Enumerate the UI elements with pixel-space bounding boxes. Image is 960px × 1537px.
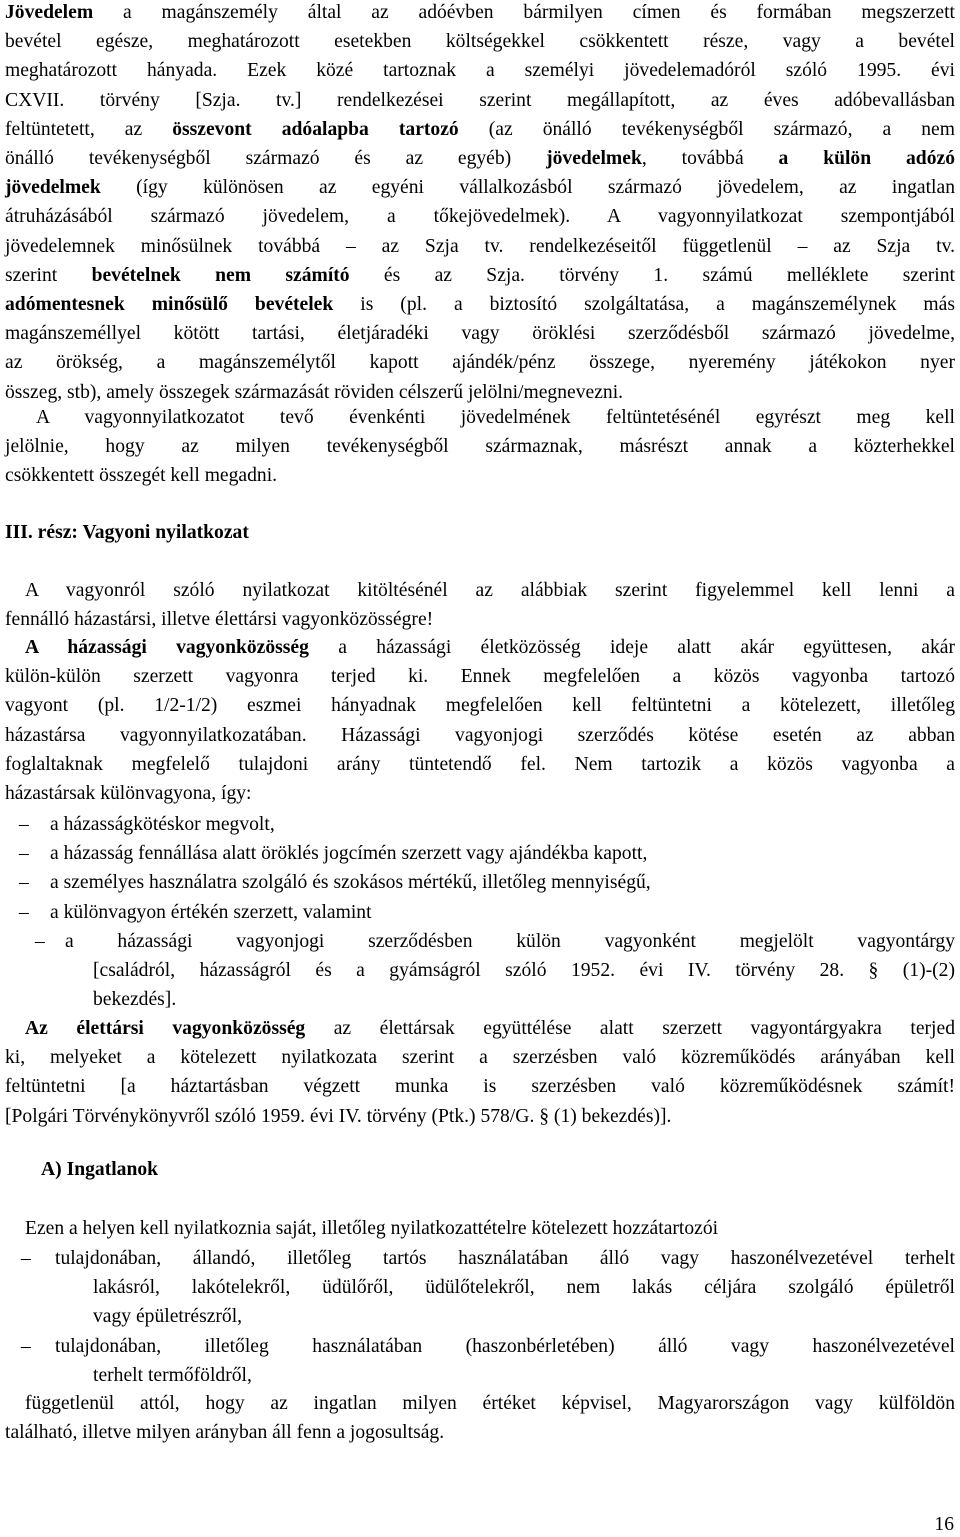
text-line: [Polgári Törvénykönyvről szóló 1959. évi IV. törvény (Ptk.) 578/G. § (1) bekezdés)]. (5, 1105, 672, 1127)
list-item: – a házasság fennállása alatt öröklés jogcímén szerzett vagy ajándékba kapott, (19, 843, 648, 865)
text-line: található, illetve milyen arányban áll fenn a jogosultság. (5, 1422, 445, 1444)
text-line: A vagyonról szóló nyilatkozat kitöltésénél az alábbiak szerint figyelemmel kell lenni a (25, 580, 955, 601)
text-line: feltüntetett, az összevont adóalapba tartozó (az önálló tevékenységből származó, a nem (5, 118, 955, 140)
text-line: szerint bevételnek nem számító és az Szja. törvény 1. számú melléklete szerint (5, 264, 955, 286)
text-line: foglaltaknak megfelelő tulajdoni arány tüntetendő fel. Nem tartozik a közös vagyonba a (5, 753, 955, 775)
paragraph-ingatlanok-fuggetlenul (5, 1389, 955, 1447)
list-item-vagyonjogi-szerzodes: – a házassági vagyonjogi szerződésben külön vagyonként megjelölt vagyontárgy [családról, házasságról és a gyámságról szóló 1952. évi IV. törvény 28. § (1)-(2) bekezdés]. (35, 931, 955, 1011)
text-line: ki, melyeket a kötelezett nyilatkozata szerint a szerzésben való közreműködés arányában kell (5, 1047, 955, 1069)
list-item: – a különvagyon értékén szerzett, valamint (19, 901, 372, 923)
text-line: jelölnie, hogy az milyen tevékenységből származnak, másrészt annak a közterhekkel (5, 436, 955, 458)
section-title-vagyoni-nyilatkozat: III. rész: Vagyoni nyilatkozat (5, 522, 249, 543)
paragraph-ingatlanok-intro: Ezen a helyen kell nyilatkoznia saját, illetőleg nyilatkozattételre kötelezett hozzátartozói (25, 1218, 719, 1239)
list-item: – tulajdonában, illetőleg használatában (haszonbérletében) álló vagy haszonélvezetével terhelt termőföldről, (21, 1335, 955, 1386)
paragraph-jovedelem-feltuntetes (5, 403, 955, 491)
text-line: adómentesnek minősülő bevételek is (pl. a biztosító szolgáltatása, a magánszemélynek más (5, 294, 955, 316)
list-item: – tulajdonában, állandó, illetőleg tartós használatában álló vagy haszonélvezetével terhelt lakásról, lakótelekről, üdülőről, üdülőtelekről, nem lakás céljára szolgáló épületről vagy épületrészről, (21, 1248, 955, 1328)
page-number: 16 (934, 1514, 954, 1535)
text-line: fennálló házastársi, illetve élettársi vagyonközösségre! (5, 609, 434, 631)
text-line: meghatározott hányada. Ezek közé tartoznak a személyi jövedelemadóról szóló 1995. évi (5, 60, 955, 82)
text-line: függetlenül attól, hogy az ingatlan milyen értéket képvisel, Magyarországon vagy külföldön (25, 1393, 955, 1414)
text-line: külön-külön szerzett vagyonra terjed ki. Ennek megfelelően a közös vagyonba tartozó (5, 666, 955, 688)
text-line: csökkentett összegét kell megadni. (5, 465, 278, 487)
text-line: A házassági vagyonközösség a házassági életközösség ideje alatt akár együttesen, akár (25, 637, 956, 658)
text-line: Az élettársi vagyonközösség az élettársak együttélése alatt szerzett vagyontárgyakra terjed (25, 1018, 955, 1039)
paragraph-elettarsi-vagyonkozosseg (5, 1014, 955, 1131)
list-item: – a házasságkötéskor megvolt, (19, 814, 275, 835)
kulonvagyon-list (5, 810, 955, 927)
text-line: önálló tevékenységből származó és az egyéb) jövedelmek, továbbá a külön adózó (5, 148, 955, 170)
text-line: vagyont (pl. 1/2-1/2) eszmei hányadnak megfelelően kell feltüntetni a kötelezett, illetőleg (5, 695, 955, 717)
text-line: házastársak különvagyona, így: (5, 783, 252, 805)
text-line: átruházásából származó jövedelem, a tőkejövedelmek). A vagyonnyilatkozat szempontjából (5, 206, 955, 228)
text-line: jövedelemnek minősülnek továbbá – az Szja tv. rendelkezéseitől függetlenül – az Szja tv. (5, 235, 955, 257)
list-item: – a személyes használatra szolgáló és szokásos mértékű, illetőleg mennyiségű, (19, 872, 651, 894)
text-line: CXVII. törvény [Szja. tv.] rendelkezései szerint megállapított, az éves adóbevallásban (5, 89, 955, 111)
text-line: feltüntetni [a háztartásban végzett munka is szerzésben való közreműködésnek számít! (5, 1076, 955, 1098)
paragraph-hazassagi-vagyonkozosseg (5, 633, 955, 808)
text-line: összeg, stb), amely összegek származását röviden célszerű jelölni/megnevezni. (5, 381, 624, 403)
ingatlan-list (5, 1244, 955, 1390)
text-line: magánszeméllyel kötött tartási, életjáradéki vagy öröklési szerződésből származó jövedelme, (5, 323, 955, 345)
section-title-ingatlanok: A) Ingatlanok (41, 1159, 159, 1180)
text-line: bevétel egésze, meghatározott esetekben költségekkel csökkentett része, vagy a bevétel (5, 31, 955, 53)
text-line: az örökség, a magánszemélytől kapott ajándék/pénz összege, nyeremény játékokon nyer (5, 352, 955, 374)
text-line: jövedelmek (így különösen az egyéni vállalkozásból származó jövedelem, az ingatlan (5, 177, 955, 199)
text-line: házastársa vagyonnyilatkozatában. Házassági vagyonjogi szerződés kötése esetén az abban (5, 724, 955, 746)
paragraph-vagyonkozosseg-intro (5, 576, 955, 634)
text-line: A vagyonnyilatkozatot tevő évenkénti jövedelmének feltüntetésénél egyrészt meg kell (36, 407, 955, 428)
paragraph-jovedelem (5, 0, 955, 407)
text-line: Jövedelem a magánszemély által az adóévben bármilyen címen és formában megszerzett (5, 2, 955, 23)
